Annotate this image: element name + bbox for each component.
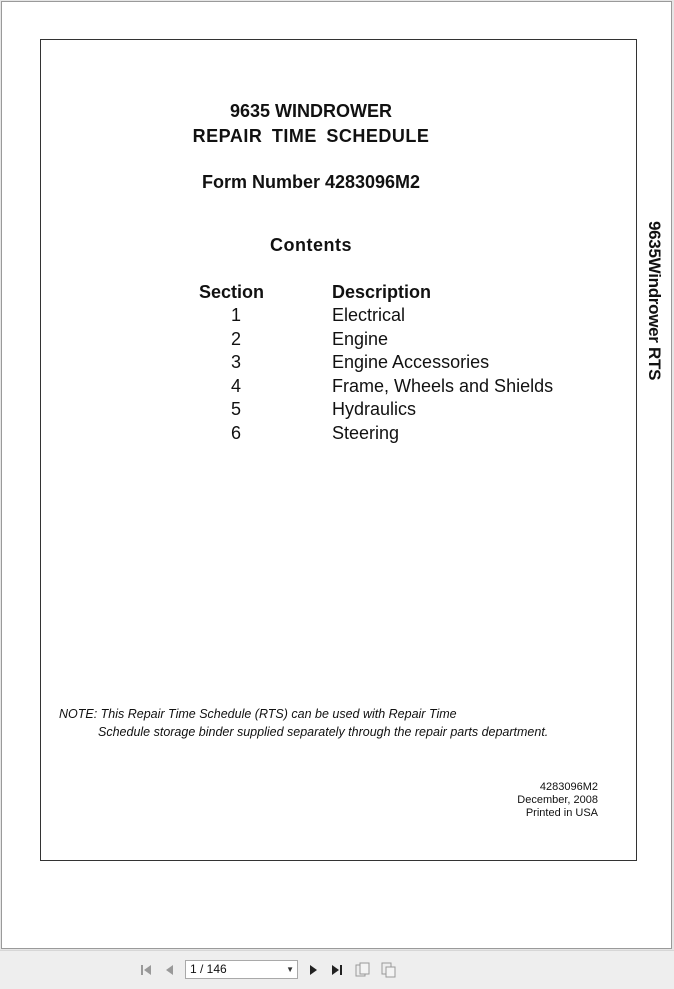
toc-section-number: 5 bbox=[230, 399, 241, 419]
first-page-icon[interactable] bbox=[137, 961, 155, 979]
toc-description: Engine Accessories bbox=[332, 352, 490, 372]
document-subtitle: REPAIR TIME SCHEDULE bbox=[192, 126, 430, 146]
toc-section-number: 6 bbox=[230, 423, 241, 443]
toc-row bbox=[41, 329, 641, 353]
description-column-header: Description bbox=[332, 282, 432, 302]
toc-row bbox=[41, 399, 641, 423]
toc-row bbox=[41, 376, 641, 400]
toc-row bbox=[41, 423, 641, 447]
spine-label: 9635Windrower RTS bbox=[645, 221, 664, 381]
toc-description: Frame, Wheels and Shields bbox=[332, 376, 554, 396]
imprint-block bbox=[517, 781, 598, 820]
imprint-form-number: 4283096M2 bbox=[539, 781, 598, 793]
toc-description: Electrical bbox=[332, 305, 406, 325]
toc-description: Steering bbox=[332, 423, 400, 443]
page-navigation-toolbar bbox=[0, 950, 674, 989]
note-line-1: NOTE: This Repair Time Schedule (RTS) can be used with Repair Time bbox=[59, 707, 457, 721]
form-number: Form Number 4283096M2 bbox=[201, 172, 421, 192]
toc-section-number: 3 bbox=[230, 352, 241, 372]
single-page-view-icon[interactable] bbox=[354, 961, 372, 979]
page-indicator: 1 / 146 bbox=[190, 962, 227, 976]
toc-description: Engine bbox=[332, 329, 389, 349]
previous-page-icon[interactable] bbox=[161, 961, 179, 979]
section-column-header: Section bbox=[199, 282, 265, 302]
contents-heading: Contents bbox=[270, 235, 352, 255]
note-line-2: Schedule storage binder supplied separately through the repair parts department. bbox=[98, 725, 549, 739]
chevron-down-icon: ▼ bbox=[286, 965, 294, 974]
toc-section-number: 2 bbox=[230, 329, 241, 349]
page-number-select[interactable] bbox=[185, 960, 298, 979]
document-title: 9635 WINDROWER bbox=[229, 101, 393, 121]
imprint-printed-in: Printed in USA bbox=[525, 807, 598, 819]
toc-section-number: 4 bbox=[230, 376, 241, 396]
toc-row bbox=[41, 352, 641, 376]
two-page-view-icon[interactable] bbox=[380, 961, 398, 979]
imprint-date: December, 2008 bbox=[517, 794, 598, 806]
toc-section-number: 1 bbox=[230, 305, 241, 325]
next-page-icon[interactable] bbox=[304, 961, 322, 979]
toc-description: Hydraulics bbox=[332, 399, 417, 419]
toc-row bbox=[41, 305, 641, 329]
last-page-icon[interactable] bbox=[328, 961, 346, 979]
note-text bbox=[59, 705, 548, 741]
document-page bbox=[1, 1, 672, 949]
